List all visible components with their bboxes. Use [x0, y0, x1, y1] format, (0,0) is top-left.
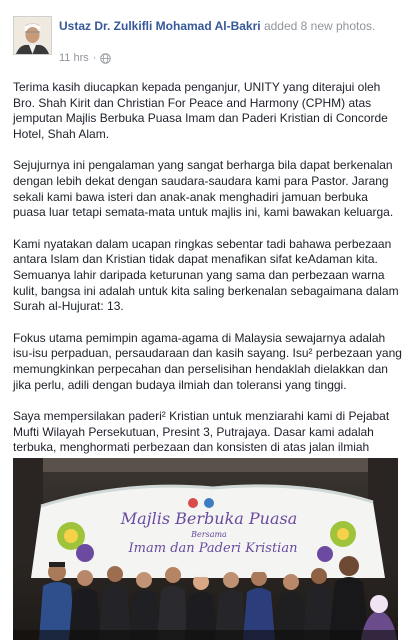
avatar-portrait-icon: [14, 17, 51, 54]
author-line: [59, 18, 403, 34]
banner-title: Majlis Berbuka Puasa: [120, 509, 298, 528]
post-meta: [59, 52, 111, 64]
post-photo[interactable]: [13, 458, 398, 640]
post-paragraph: Kami nyatakan dalam ucapan ringkas sebentar tadi bahawa perbezaan antara Islam dan Kristian tidak dapat menafikan sifat keAdaman kita. Semuanya lahir daripada keturunan yang sama dan perbezaan warna kulit, bangsa ini adalah untuk kita saling berkenalan sebagaimana dalam Surah al-Hujurat: 13.: [13, 236, 399, 314]
globe-icon[interactable]: [100, 53, 111, 64]
banner-line: Imam dan Paderi Kristian: [128, 541, 298, 556]
group-photo-image: [13, 458, 398, 640]
post-timestamp[interactable]: 11 hrs: [59, 52, 89, 64]
post-paragraph: Sejujurnya ini pengalaman yang sangat berharga bila dapat berkenalan dengan lebih dekat dengan saudara-saudara kami para Pastor. Jarang sekali kami bawa isteri dan anak-anak menghadiri jamuan berbuka puasa luar tetapi semata-mata untuk majlis ini, kami bawakan keluarga.: [13, 158, 394, 220]
meta-separator: ·: [92, 52, 97, 64]
post-paragraph: Fokus utama pemimpin agama-agama di Malaysia sewajarnya adalah isu-isu perpaduan, persaudaraan dan kasih sayang. Isu² perbezaan yang memungkinkan perpecahan dan perselisihan hendaklah dielakkan dan jika perlu, adili dengan budaya ilmiah dan toleransi yang tinggi.: [13, 330, 402, 392]
banner-subtitle: Bersama: [191, 530, 227, 539]
post-action: added 8 new photos.: [263, 19, 376, 33]
author-name[interactable]: Ustaz Dr. Zulkifli Mohamad Al-Bakri: [59, 19, 261, 33]
author-avatar[interactable]: [13, 16, 52, 55]
post-header: [13, 16, 403, 72]
post-body: [13, 80, 402, 487]
post-paragraph: Saya mempersilakan paderi² Kristian untuk menziarahi kami di Pejabat Mufti Wilayah Persekutuan, Presint 3, Putrajaya. Dasar kami adalah terbuka, menghormati perbezaan dan konsisten di atas jalan ilmiah: [13, 409, 390, 455]
post-paragraph: Terima kasih diucapkan kepada penganjur, UNITY yang diterajui oleh Bro. Shah Kirit dan Christian For Peace and Harmony (CPHM) atas jemputan Majlis Berbuka Puasa Imam dan Paderi Kristian di Concorde Hotel, Shah Alam.: [13, 80, 388, 141]
